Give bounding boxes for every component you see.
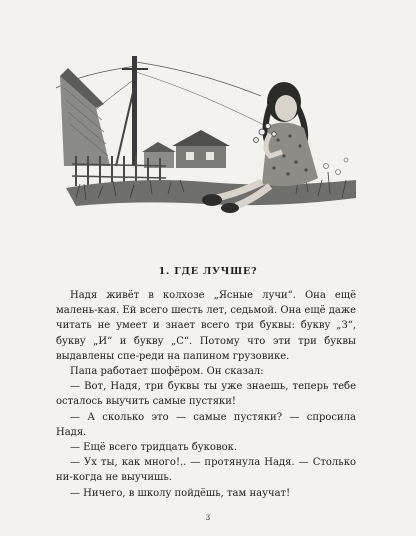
chapter-title: 1. ГДЕ ЛУЧШЕ? xyxy=(158,266,258,277)
dialogue-line: — Вот, Надя, три буквы ты уже знаешь, теперь тебе осталось выучить самые пустяки! xyxy=(56,381,356,408)
dialogue-line: — Ух ты, как много!.. — протянула Надя. — Столько ни-когда не выучишь. xyxy=(56,457,356,484)
girl-with-flowers-illustration xyxy=(56,48,356,228)
dialogue-line: — Ничего, в школу пойдёшь, там научат! xyxy=(70,487,291,499)
dialogue-line: — А сколько это — самые пустяки? — спросила Надя. xyxy=(56,411,356,438)
paragraph: Надя живёт в колхозе „Ясные лучи“. Она ещё малень-кая. Ей всего шесть лет, седьмой. Она ещё даже читать не умеет и знает всего три буквы: букву „З“, букву „И“ и букву „С“. Потому что эти три буквы выдавлены спе-реди на папином грузовике. xyxy=(56,290,356,362)
page-number: 3 xyxy=(205,514,211,522)
paragraph: Папа работает шофёром. Он сказал: xyxy=(70,366,264,378)
dialogue-line: — Ещё всего тридцать буковок. xyxy=(70,442,238,454)
body-text xyxy=(56,288,356,501)
